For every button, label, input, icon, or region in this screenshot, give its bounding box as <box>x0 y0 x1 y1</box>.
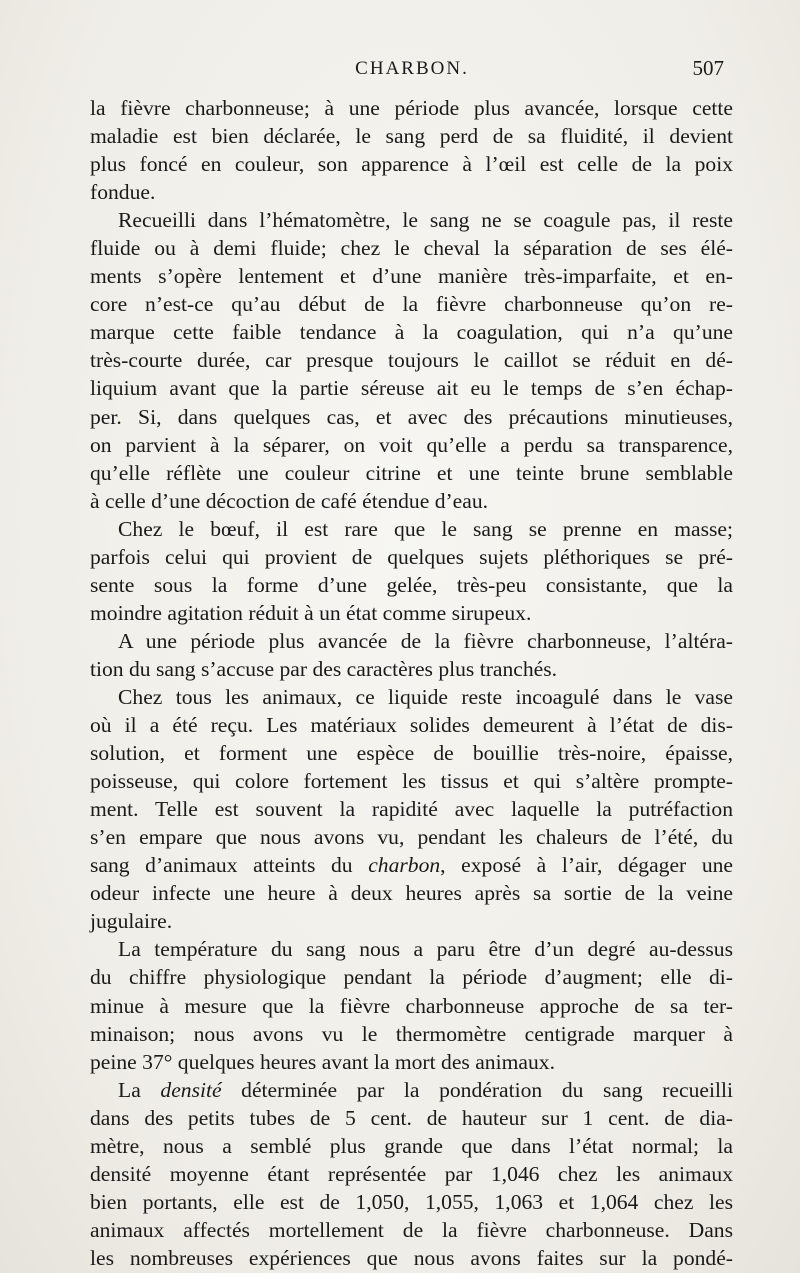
page-number: 507 <box>692 56 724 80</box>
text-line: parfois celui qui provient de quelques sujets pléthoriques se pré- <box>90 544 733 569</box>
running-title: CHARBON. <box>355 58 469 79</box>
text-line: odeur infecte une heure à deux heures après sa sortie de la veine <box>90 881 733 906</box>
running-head <box>92 52 732 82</box>
text-line: A une période plus avancée de la fièvre charbonneuse, l’altéra- <box>118 628 733 653</box>
text-line: Chez tous les animaux, ce liquide reste incoagulé dans le vase <box>118 684 733 709</box>
text-line: minaison; nous avons vu le thermomètre centigrade marquer à <box>90 1021 733 1046</box>
text-line-with-italic <box>90 851 733 879</box>
text-line: ments s’opère lentement et d’une manière très-imparfaite, et en- <box>90 264 733 289</box>
paragraph <box>90 94 733 206</box>
text-segment: sang d’animaux atteints du <box>90 853 369 878</box>
text-segment: , exposé à l’air, dégager une <box>440 853 733 878</box>
paragraph <box>90 206 733 515</box>
text-line: qu’elle réflète une couleur citrine et une teinte brune semblable <box>90 460 733 485</box>
text-line: densité moyenne étant représentée par 1,046 chez les animaux <box>90 1161 733 1186</box>
text-line-with-italic <box>90 1076 733 1104</box>
text-segment: La <box>118 1077 161 1102</box>
text-line: on parvient à la séparer, on voit qu’elle a perdu sa transparence, <box>90 432 733 457</box>
text-line: minue à mesure que la fièvre charbonneuse approche de sa ter- <box>90 993 733 1018</box>
text-line: fondue. <box>90 180 156 205</box>
text-line: liquium avant que la partie séreuse ait eu le temps de s’en échap- <box>90 376 733 401</box>
paragraph <box>90 683 733 935</box>
text-line: per. Si, dans quelques cas, et avec des précautions minutieuses, <box>90 404 733 429</box>
text-line: maladie est bien déclarée, le sang perd de sa fluidité, il devient <box>90 124 733 149</box>
text-line: la fièvre charbonneuse; à une période plus avancée, lorsque cette <box>90 96 733 120</box>
paragraph <box>90 1076 733 1272</box>
italic-term: charbon <box>368 853 441 878</box>
text-line: ment. Telle est souvent la rapidité avec laquelle la putréfaction <box>90 797 733 822</box>
text-line: solution, et forment une espèce de bouillie très-noire, épaisse, <box>90 741 733 766</box>
text-line: animaux affectés mortellement de la fièvre charbonneuse. Dans <box>90 1217 733 1242</box>
paragraph <box>90 935 733 1075</box>
text-line: marque cette faible tendance à la coagulation, qui n’a qu’une <box>90 320 733 345</box>
text-segment: déterminée par la pondération du sang recueilli <box>221 1077 733 1102</box>
text-line: poisseuse, qui colore fortement les tissus et qui s’altère prompte- <box>90 769 733 794</box>
text-line: dans des petits tubes de 5 cent. de hauteur sur 1 cent. de dia- <box>90 1105 733 1130</box>
paragraph <box>90 515 733 627</box>
text-line: Chez le bœuf, il est rare que le sang se prenne en masse; <box>118 516 733 541</box>
text-line: fluide ou à demi fluide; chez le cheval la séparation de ses élé- <box>90 236 733 261</box>
text-line: où il a été reçu. Les matériaux solides demeurent à l’état de dis- <box>90 713 733 738</box>
text-line: jugulaire. <box>90 909 173 934</box>
text-line: s’en empare que nous avons vu, pendant les chaleurs de l’été, du <box>90 825 733 850</box>
text-line: moindre agitation réduit à un état comme sirupeux. <box>90 600 532 625</box>
text-line: tion du sang s’accuse par des caractères plus tranchés. <box>90 656 558 681</box>
text-line: à celle d’une décoction de café étendue d’eau. <box>90 488 489 513</box>
text-line: sente sous la forme d’une gelée, très-peu consistante, que la <box>90 572 733 597</box>
text-line: La température du sang nous a paru être d’un degré au-dessus <box>118 937 733 962</box>
text-line: Recueilli dans l’hématomètre, le sang ne se coagule pas, il reste <box>118 208 733 233</box>
text-line: core n’est-ce qu’au début de la fièvre charbonneuse qu’on re- <box>90 292 733 317</box>
paragraph <box>90 627 733 683</box>
text-line: mètre, nous a semblé plus grande que dans l’état normal; la <box>90 1133 733 1158</box>
body-text <box>90 94 733 1272</box>
text-line: du chiffre physiologique pendant la période d’augment; elle di- <box>90 965 733 990</box>
text-line: bien portants, elle est de 1,050, 1,055, 1,063 et 1,064 chez les <box>90 1189 733 1214</box>
text-line: les nombreuses expériences que nous avons faites sur la pondé- <box>90 1245 733 1270</box>
text-line: peine 37° quelques heures avant la mort des animaux. <box>90 1049 555 1074</box>
text-line: très-courte durée, car presque toujours le caillot se réduit en dé- <box>90 348 733 373</box>
italic-term: densité <box>160 1077 222 1102</box>
text-line: plus foncé en couleur, son apparence à l’œil est celle de la poix <box>90 152 733 177</box>
